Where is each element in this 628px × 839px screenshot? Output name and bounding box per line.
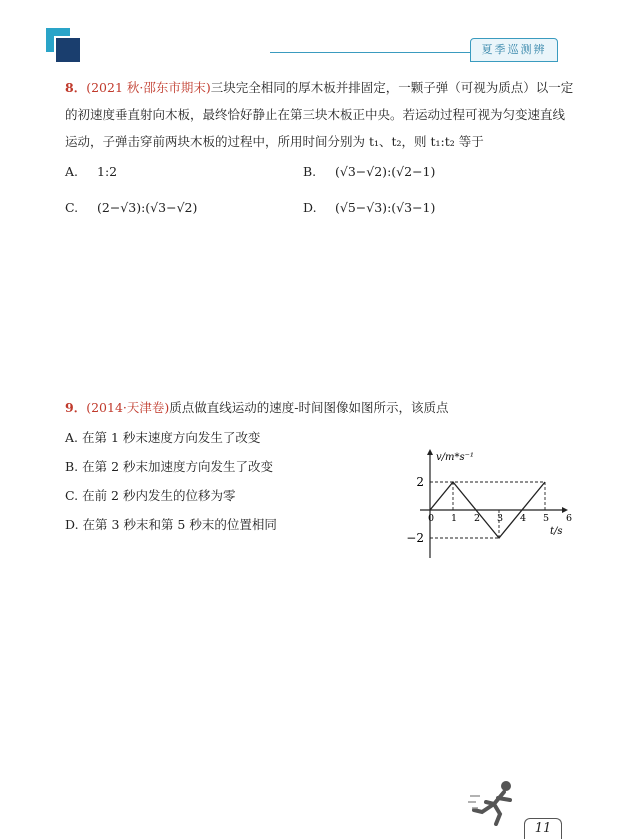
question-source: (2021 秋·邵东市期末)	[86, 80, 211, 95]
question-number: 9．	[65, 400, 87, 415]
x-tick-label: 6	[565, 513, 573, 524]
question-number: 8．	[65, 80, 87, 95]
y-tick-label: −2	[406, 531, 424, 545]
option-a: A. 在第 1 秒末速度方向发生了改变	[65, 430, 261, 445]
question-9	[65, 394, 575, 421]
x-tick-label: 1	[450, 513, 458, 524]
x-tick-label: 3	[496, 513, 504, 524]
option-b: B. (√3−√2):(√2−1)	[303, 164, 436, 179]
page-number: 11	[524, 818, 562, 839]
book-logo-icon	[46, 28, 82, 64]
y-tick-label: 2	[416, 475, 424, 489]
header-tab: 夏季巡测辨	[470, 38, 558, 62]
x-axis-label: t/s	[550, 526, 563, 537]
option-d: D. (√5−√3):(√3−1)	[303, 200, 436, 215]
question-source: (2014·天津卷)	[86, 400, 170, 415]
option-b: B. 在第 2 秒末加速度方向发生了改变	[65, 459, 274, 474]
x-tick-label: 2	[473, 513, 481, 524]
x-tick-label: 0	[427, 513, 435, 524]
vt-graph	[400, 440, 575, 565]
question-8	[65, 74, 575, 155]
option-a: A. 1:2	[65, 164, 118, 179]
option-c: C. (2−√3):(√3−√2)	[65, 200, 198, 215]
x-tick-label: 5	[542, 513, 550, 524]
option-d: D. 在第 3 秒末和第 5 秒末的位置相同	[65, 517, 277, 532]
y-axis-label: v/m*s⁻¹	[436, 452, 474, 463]
option-c: C. 在前 2 秒内发生的位移为零	[65, 488, 236, 503]
y-axis-arrow-icon	[427, 449, 433, 455]
question-text: 质点做直线运动的速度-时间图像如图所示，该质点	[169, 400, 449, 415]
x-tick-label: 4	[519, 513, 527, 524]
runner-icon	[468, 778, 524, 826]
header-rule	[270, 52, 482, 53]
question-text: 三块完全相同的厚木板并排固定，一颗子弹（可视为质点）以一定的初速度垂直射向木板，最终恰好静止在第三块木板正中央。若运动过程可视为匀变速直线运动，子弹击穿前两块木板的过程中，所用时间分别为 t₁、t₂，则 t₁:t₂ 等于	[65, 80, 574, 149]
